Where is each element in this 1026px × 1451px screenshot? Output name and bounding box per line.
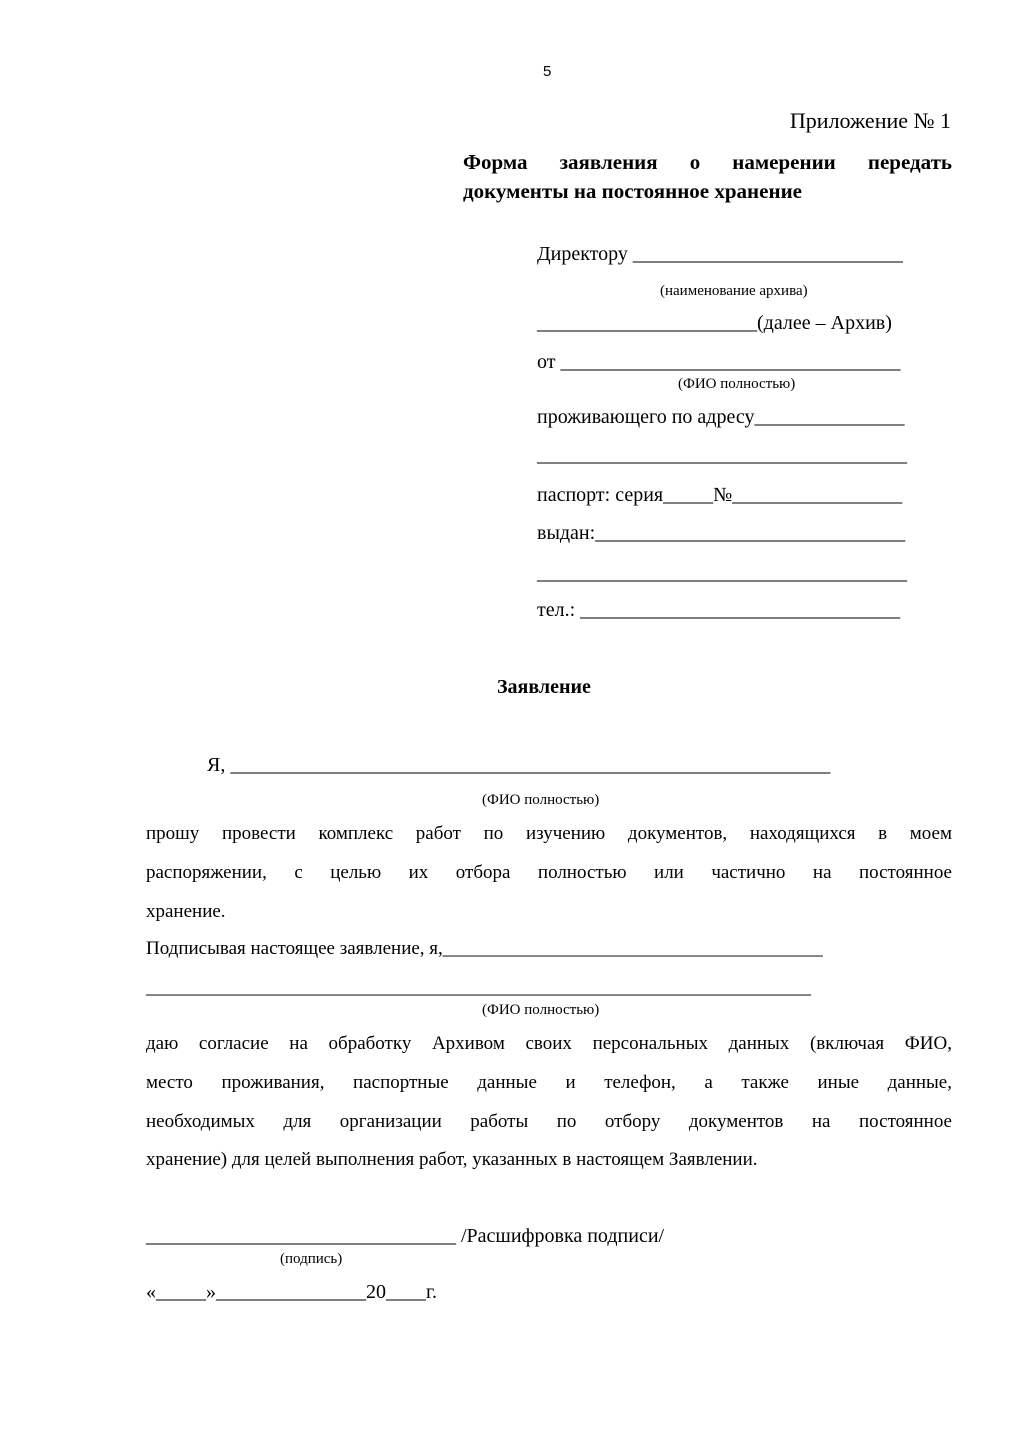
agreement-text-line-4: хранение) для целей выполнения работ, указанных в настоящем Заявлении. — [146, 1149, 758, 1170]
applicant-full-name-hint: (ФИО полностью) — [482, 792, 600, 808]
phone-field[interactable]: тел.: ________________________________ — [537, 599, 901, 621]
date-field[interactable]: «_____»_______________20____г. — [146, 1281, 437, 1303]
agreement-text-line-1: даю согласие на обработку Архивом своих персональных данных (включая ФИО, — [146, 1033, 952, 1054]
archive-name-hint: (наименование архива) — [660, 283, 808, 299]
applicant-name-hint: (ФИО полностью) — [678, 376, 796, 392]
agreement-text-line-2: место проживания, паспортные данные и телефон, а также иные данные, — [146, 1072, 952, 1093]
signature-hint: (подпись) — [280, 1251, 343, 1267]
archive-name-field[interactable]: ______________________(далее – Архив) — [537, 312, 892, 334]
consent-name-field[interactable]: Подписывая настоящее заявление, я,________________________________________ — [146, 938, 823, 959]
application-title: Заявление — [497, 676, 591, 698]
form-title-line-1: Форма заявления о намерении передать — [463, 150, 952, 174]
applicant-full-name-field[interactable]: Я, ____________________________________________________________ — [207, 754, 831, 776]
request-text-line-1: прошу провести комплекс работ по изучению документов, находящихся в моем — [146, 823, 952, 844]
passport-field[interactable]: паспорт: серия_____№_________________ — [537, 484, 903, 506]
appendix-label: Приложение № 1 — [789, 108, 951, 133]
agreement-text-line-3: необходимых для организации работы по отбору документов на постоянное — [146, 1111, 952, 1132]
request-text-line-3: хранение. — [146, 901, 226, 922]
issued-by-field[interactable]: выдан:_______________________________ — [537, 522, 906, 544]
address-field[interactable]: проживающего по адресу_______________ — [537, 406, 905, 428]
signature-field[interactable]: _______________________________ /Расшифровка подписи/ — [146, 1225, 665, 1247]
applicant-name-field[interactable]: от __________________________________ — [537, 351, 901, 373]
page-number: 5 — [543, 63, 552, 80]
issued-by-continuation-field[interactable]: _____________________________________ — [537, 562, 907, 584]
address-continuation-field[interactable]: _____________________________________ — [537, 444, 907, 466]
consent-name-hint: (ФИО полностью) — [482, 1002, 600, 1018]
request-text-line-2: распоряжении, с целью их отбора полностью или частично на постоянное — [146, 862, 952, 883]
form-title-line-2: документы на постоянное хранение — [463, 179, 802, 203]
director-field[interactable]: Директору ___________________________ — [537, 243, 903, 265]
consent-name-continuation-field[interactable]: ______________________________________________________________________ — [146, 977, 811, 998]
